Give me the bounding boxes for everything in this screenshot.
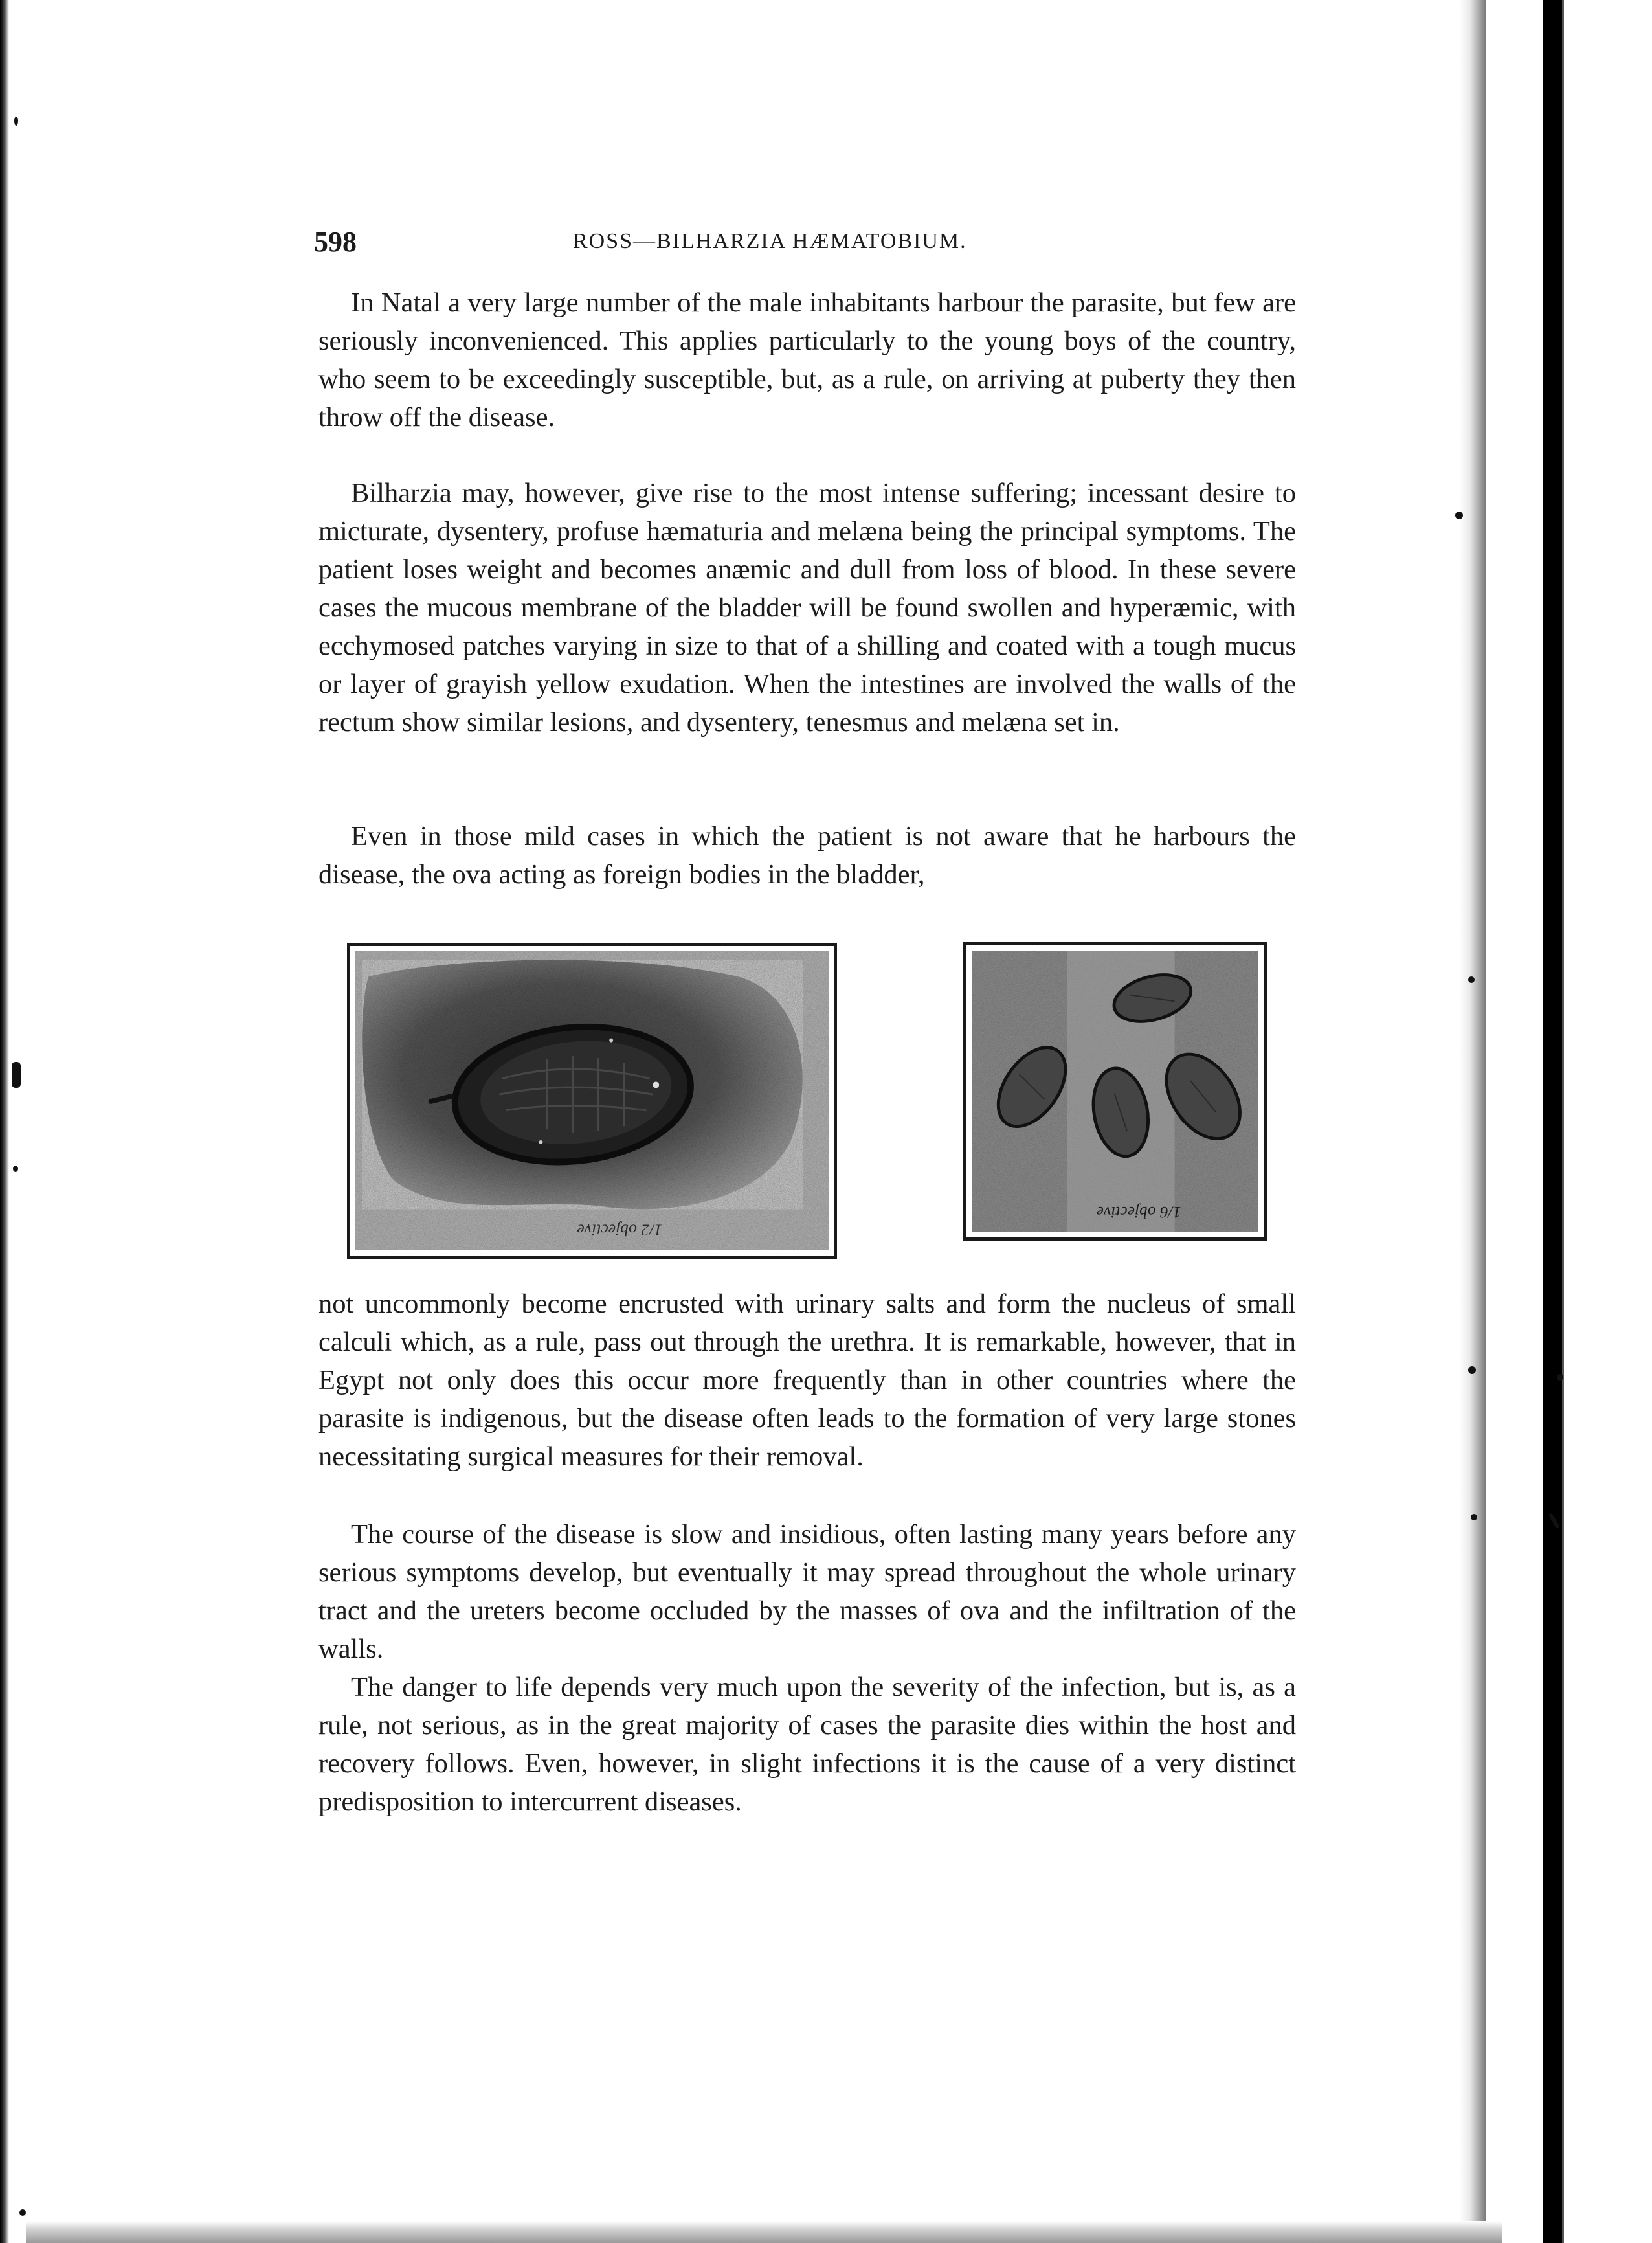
scan-speck [1471,1514,1477,1520]
page-margin-strip [1486,0,1543,2243]
scan-speck [1557,1374,1563,1381]
scan-speck [19,2209,26,2216]
scan-dark-band [1543,0,1562,2243]
figure-label: 1/2 objective [577,1221,663,1240]
figure-label: 1/6 objective [1096,1202,1181,1222]
scan-speck [1455,512,1463,519]
scan-speck [1468,1366,1476,1374]
adjacent-page-edge [1562,0,1652,2243]
paragraph: Bilharzia may, however, give rise to the most intense suffering; incessant desire to micturate, dysentery, profuse hæmaturia and melæna being the principal symptoms. The patient loses weight and becomes anæmic and dull from loss of blood. In these severe cases the mucous membrane of the bladder will be found swollen and hyperæmic, with ecchymosed patches varying in size to that of a shilling and coated with a tough mucus or layer of grayish yellow exudation. When the intestines are involved the walls of the rectum show similar lesions, and dysentery, tenesmus and melæna set in. [318,478,1296,738]
scan-bottom-shadow [26,2221,1502,2243]
paragraph: not uncommonly become encrusted with urinary salts and form the nucleus of small calculi which, as a rule, pass out through the urethra. It is remarkable, however, that in Egypt not only does this occur more frequently than in other countries where the parasite is indigenous, but the disease often leads to the formation of very large stones necessitating surgical measures for their removal. [318,1289,1296,1472]
figure-single-ovum [347,943,837,1259]
scan-speck [1468,976,1475,983]
figure-four-ova [963,942,1267,1241]
paragraph: The course of the disease is slow and insidious, often lasting many years before any serious symptoms develop, but eventually it may spread throughout the whole urinary tract and the ureters become occluded by the masses of ova and the infiltration of the walls. [318,1519,1296,1664]
scan-speck [14,117,18,126]
micrograph-single-ovum [355,951,829,1250]
paragraph: The danger to life depends very much upon the severity of the infection, but is, as a rule, not serious, as in the great majority of cases the parasite dies within the host and recovery follows. Even, however, in slight infections it is the cause of a very distinct predisposition to intercurrent diseases. [318,1672,1296,1817]
scan-speck [13,1166,18,1172]
paragraph: In Natal a very large number of the male inhabitants harbour the parasite, but few are seriously inconvenienced. This applies particularly to the young boys of the country, who seem to be exceedingly susceptible, but, as a rule, on arriving at puberty they then throw off the disease. [318,287,1296,433]
micrograph-four-ova [972,951,1258,1232]
page-number: 598 [314,226,357,258]
scan-left-edge [0,0,9,2243]
running-head [314,225,1301,264]
page-gutter [1460,0,1486,2243]
scan-speck [12,1062,21,1088]
paragraph: Even in those mild cases in which the patient is not aware that he harbours the disease, the ova acting as foreign bodies in the bladder, [318,821,1296,890]
running-title: ROSS—BILHARZIA HÆMATOBIUM. [573,229,967,253]
